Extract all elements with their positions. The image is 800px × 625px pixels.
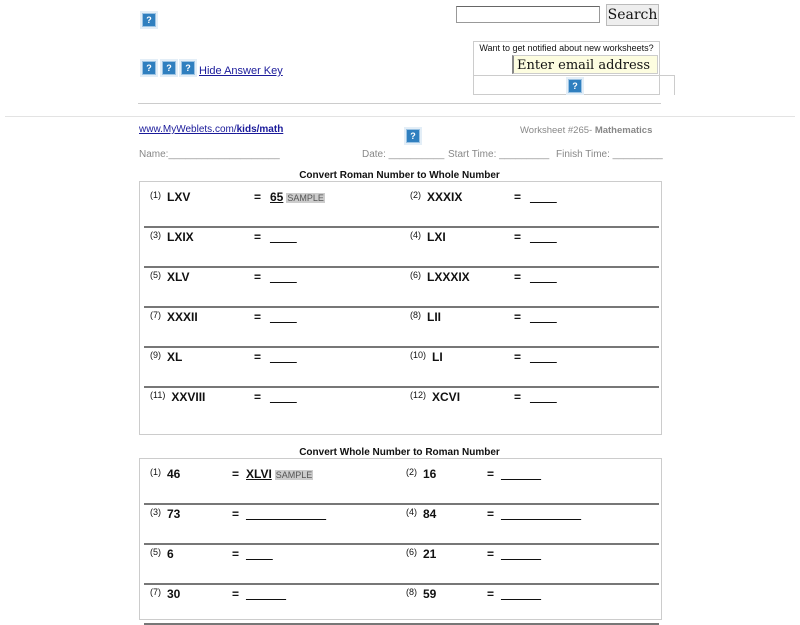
question-value: LXXXIX [427, 270, 470, 284]
section-title: Convert Roman Number to Whole Number [299, 170, 500, 181]
answer-value: 65 [270, 190, 284, 204]
answer-value: ____ [270, 230, 297, 244]
answer[interactable] [530, 230, 557, 244]
question-value: 84 [423, 507, 437, 521]
answer-value: ______ [246, 587, 287, 601]
question [150, 390, 205, 404]
question-number: (5) [150, 270, 161, 280]
question [406, 547, 436, 561]
answer[interactable] [501, 507, 581, 521]
finish-time-field: Finish Time: _________ [556, 149, 663, 160]
question-number: (8) [406, 587, 417, 597]
question-number: (3) [150, 230, 161, 240]
answer-value: ____ [270, 310, 297, 324]
hide-answer-key-link[interactable]: Hide Answer Key [199, 65, 283, 77]
answer-value: ______ [501, 467, 542, 481]
table-row [144, 463, 659, 505]
question-number: (11) [150, 390, 166, 400]
question-number: (1) [150, 190, 161, 200]
divider [138, 103, 661, 104]
equals-sign: = [232, 467, 240, 481]
question-value: XXXII [167, 310, 198, 324]
question [410, 190, 462, 204]
equals-sign: = [514, 190, 522, 204]
question-value: LXI [427, 230, 446, 244]
question [150, 507, 180, 521]
equals-sign: = [487, 507, 495, 521]
whole-to-roman-table [139, 458, 662, 620]
question [406, 587, 436, 601]
equals-sign: = [232, 587, 240, 601]
question-number: (7) [150, 587, 161, 597]
question-number: (12) [410, 390, 427, 400]
answer[interactable] [530, 390, 557, 404]
notify-label: Want to get notified about new worksheets? [479, 43, 654, 53]
answer[interactable] [270, 310, 297, 324]
answer-value: ____ [530, 310, 557, 324]
answer[interactable] [530, 350, 557, 364]
equals-sign: = [232, 507, 240, 521]
answer[interactable] [270, 350, 297, 364]
worksheet-icon[interactable]: ? [162, 61, 176, 75]
search-button[interactable]: Search [606, 4, 659, 26]
question-value: 21 [423, 547, 437, 561]
question-value: LII [427, 310, 441, 324]
equals-sign: = [514, 230, 522, 244]
answer[interactable] [501, 547, 541, 561]
table-row [144, 543, 659, 585]
answer[interactable] [270, 390, 297, 404]
help-icon[interactable]: ? [142, 13, 156, 27]
equals-sign: = [487, 467, 495, 481]
answer-value: ____ [530, 270, 557, 284]
question-value: LXIX [167, 230, 194, 244]
answer[interactable] [501, 587, 541, 601]
answer-value: ____ [530, 190, 557, 204]
question [410, 350, 443, 364]
question [150, 350, 182, 364]
question-number: (5) [150, 547, 161, 557]
answer-value: ______ [501, 547, 542, 561]
answer-value: ____________ [246, 507, 327, 521]
worksheet-number: Worksheet #265- Mathematics [520, 125, 653, 136]
question [150, 270, 189, 284]
question [150, 467, 180, 481]
question-value: XL [167, 350, 183, 364]
question-value: XCVI [432, 390, 461, 404]
question-value: 30 [167, 587, 181, 601]
question-number: (6) [410, 270, 421, 280]
answer-value: ____ [270, 350, 297, 364]
table-row [144, 186, 659, 228]
question [150, 230, 194, 244]
equals-sign: = [254, 230, 262, 244]
table-row [144, 503, 659, 545]
question-number: (2) [410, 190, 421, 200]
notify-box [473, 41, 660, 95]
email-input[interactable]: Enter email address [512, 55, 658, 74]
answer[interactable] [246, 467, 313, 481]
question-number: (10) [410, 350, 427, 360]
question [150, 310, 198, 324]
answer[interactable] [270, 190, 325, 204]
question-number: (2) [406, 467, 417, 477]
answer-value: ____________ [501, 507, 582, 521]
answer-value: XLVI [246, 467, 272, 481]
table-row [144, 266, 659, 308]
divider [5, 116, 795, 117]
equals-sign: = [254, 390, 262, 404]
table-row [144, 346, 659, 388]
answer-value: ____ [270, 270, 297, 284]
answer[interactable] [246, 507, 326, 521]
question-value: LXV [167, 190, 191, 204]
table-row [144, 226, 659, 268]
answer-value: ____ [530, 390, 557, 404]
question-value: 59 [423, 587, 437, 601]
question [406, 507, 436, 521]
search-input[interactable] [456, 6, 600, 23]
question [150, 587, 180, 601]
date-field: Date: __________ [362, 149, 445, 160]
question-number: (7) [150, 310, 161, 320]
question-value: 16 [423, 467, 437, 481]
equals-sign: = [254, 350, 262, 364]
question-number: (8) [410, 310, 421, 320]
answer-value: ____ [530, 350, 557, 364]
answer-key-icon[interactable]: ? [181, 61, 195, 75]
question-number: (6) [406, 547, 417, 557]
question-value: XXXIX [427, 190, 463, 204]
answer[interactable] [246, 587, 286, 601]
equals-sign: = [487, 587, 495, 601]
equals-sign: = [487, 547, 495, 561]
question [410, 230, 446, 244]
answer[interactable] [530, 310, 557, 324]
equals-sign: = [254, 270, 262, 284]
answer[interactable] [501, 467, 541, 481]
equals-sign: = [514, 310, 522, 324]
question-value: XXVIII [171, 390, 206, 404]
answer[interactable] [270, 230, 297, 244]
equals-sign: = [254, 190, 262, 204]
question [150, 547, 174, 561]
question-number: (3) [150, 507, 161, 517]
answer-value: ____ [530, 230, 557, 244]
table-row [144, 306, 659, 348]
section-title: Convert Whole Number to Roman Number [299, 447, 500, 458]
name-field: Name:____________________ [139, 149, 280, 160]
question-value: 73 [167, 507, 181, 521]
sample-badge: SAMPLE [275, 470, 313, 480]
start-time-field: Start Time: _________ [448, 149, 550, 160]
question-number: (9) [150, 350, 161, 360]
question [410, 390, 460, 404]
question-value: LI [432, 350, 443, 364]
table-row [144, 386, 659, 426]
site-link[interactable]: www.MyWeblets.com/kids/math [139, 124, 284, 135]
equals-sign: = [514, 350, 522, 364]
equals-sign: = [514, 270, 522, 284]
answer[interactable] [530, 190, 557, 204]
roman-to-whole-table [139, 181, 662, 435]
question-value: 46 [167, 467, 181, 481]
help-icon[interactable]: ? [406, 129, 420, 143]
question-value: XLV [167, 270, 190, 284]
answer-value: ____ [270, 390, 297, 404]
print-icon[interactable]: ? [142, 61, 156, 75]
equals-sign: = [232, 547, 240, 561]
question-number: (1) [150, 467, 161, 477]
question [406, 467, 436, 481]
equals-sign: = [254, 310, 262, 324]
answer[interactable] [246, 547, 273, 561]
sample-badge: SAMPLE [287, 193, 324, 203]
table-row [144, 583, 659, 625]
answer[interactable] [530, 270, 557, 284]
question-value: 6 [167, 547, 174, 561]
answer-value: ______ [501, 587, 542, 601]
subscribe-icon[interactable]: ? [568, 79, 582, 93]
question [410, 270, 470, 284]
answer-value: ____ [246, 547, 273, 561]
question-number: (4) [406, 507, 417, 517]
question [150, 190, 190, 204]
answer[interactable] [270, 270, 297, 284]
question [410, 310, 441, 324]
equals-sign: = [514, 390, 522, 404]
question-number: (4) [410, 230, 421, 240]
